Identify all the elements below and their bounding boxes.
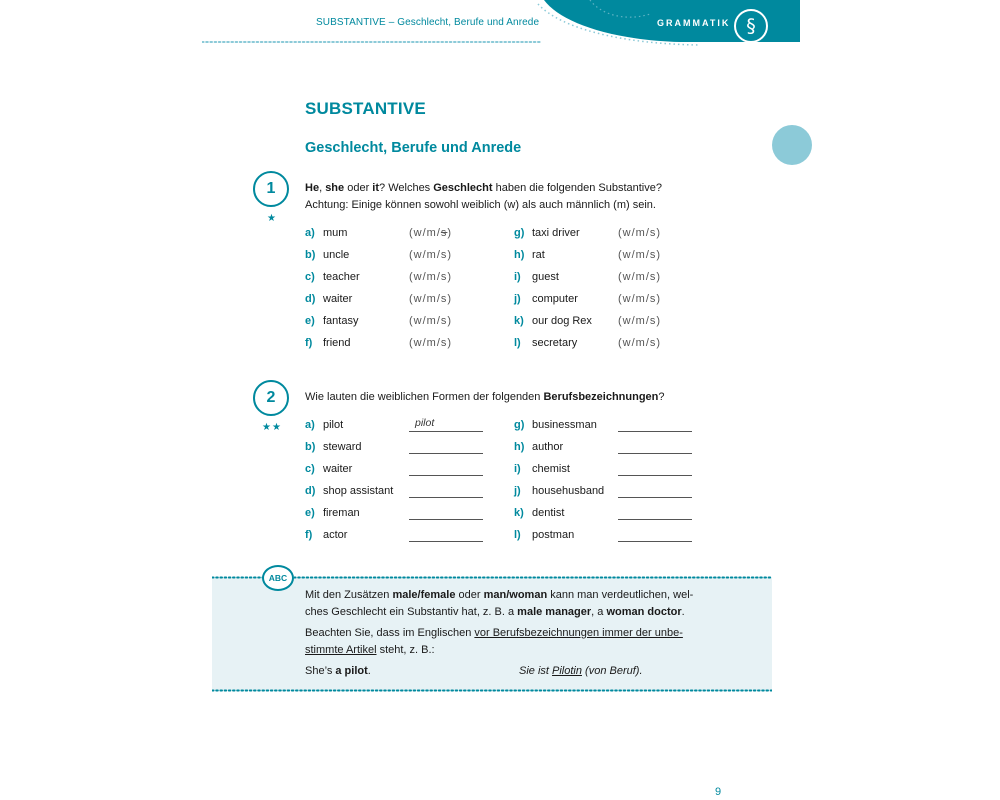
item-word: fireman [323, 507, 360, 519]
item-word: friend [323, 337, 351, 349]
item-letter: d) [305, 485, 316, 497]
exercise1-item [514, 336, 704, 350]
gender-options[interactable]: (w/m/s) [409, 249, 453, 261]
info-box-top-rule-left [212, 576, 264, 579]
exercise-1-instruction: He, she oder it? Welches Geschlecht haben die folgenden Substantive? Achtung: Einige können sowohl weiblich (w) als auch männlich (m) sein. [305, 182, 662, 211]
exercise-1-difficulty-stars: ★ [267, 213, 277, 224]
item-word: author [532, 441, 564, 453]
item-word: computer [532, 293, 578, 305]
exercise-2-difficulty-stars: ★★ [262, 422, 282, 433]
item-letter: k) [514, 315, 524, 327]
item-word: dentist [532, 507, 565, 519]
item-word: fantasy [323, 315, 359, 327]
exercise2-item [305, 462, 495, 476]
item-letter: e) [305, 315, 315, 327]
page-subtitle: Geschlecht, Berufe und Anrede [305, 140, 522, 156]
abc-icon: ABC [262, 565, 294, 591]
item-word: steward [323, 441, 362, 453]
item-letter: i) [514, 463, 521, 475]
exercise1-item [305, 314, 495, 328]
item-word: rat [532, 249, 545, 261]
header-title: SUBSTANTIVE – Geschlecht, Berufe und Anrede [316, 17, 540, 28]
answer-blank[interactable] [618, 541, 692, 542]
item-letter: i) [514, 271, 521, 283]
exercise2-item [305, 440, 495, 454]
item-word: waiter [323, 463, 353, 475]
item-letter: d) [305, 293, 316, 305]
item-letter: h) [514, 441, 525, 453]
paragraph-icon: § [734, 9, 768, 43]
exercise-2-instruction: Wie lauten die weiblichen Formen der folgenden Berufsbezeichnungen? [305, 391, 665, 403]
answer-blank[interactable] [409, 431, 483, 432]
header-dotted-rule [202, 40, 542, 44]
gender-options[interactable]: (w/m/s) [618, 227, 662, 239]
item-letter: f) [305, 529, 313, 541]
item-letter: k) [514, 507, 524, 519]
item-letter: h) [514, 249, 525, 261]
item-letter: g) [514, 227, 525, 239]
item-letter: a) [305, 419, 315, 431]
exercise2-item [514, 462, 704, 476]
item-word: teacher [323, 271, 360, 283]
exercise1-item [305, 292, 495, 306]
answer-blank[interactable] [618, 475, 692, 476]
item-letter: l) [514, 529, 521, 541]
info-example-english: She’s a pilot. [305, 665, 371, 677]
exercise2-item [305, 484, 495, 498]
section-label: GRAMMATIK [657, 18, 731, 28]
gender-options[interactable]: (w/m/s) [409, 315, 453, 327]
answer-blank[interactable] [409, 475, 483, 476]
exercise1-item [305, 270, 495, 284]
exercise1-item [514, 292, 704, 306]
item-word: actor [323, 529, 348, 541]
exercise2-item [514, 418, 704, 432]
answer-blank[interactable] [618, 431, 692, 432]
side-tab-marker [772, 125, 812, 165]
gender-options[interactable]: (w/m/s) [409, 293, 453, 305]
gender-options[interactable]: (w/m/s) [618, 315, 662, 327]
exercise2-item [514, 440, 704, 454]
exercise1-item [514, 314, 704, 328]
exercise2-item [514, 484, 704, 498]
item-letter: l) [514, 337, 521, 349]
item-letter: g) [514, 419, 525, 431]
item-word: mum [323, 227, 348, 239]
item-letter: b) [305, 441, 316, 453]
item-word: guest [532, 271, 559, 283]
exercise2-item [514, 528, 704, 542]
item-letter: b) [305, 249, 316, 261]
answer-blank[interactable] [409, 519, 483, 520]
info-example-german: Sie ist Pilotin (von Beruf). [519, 665, 643, 677]
item-word: businessman [532, 419, 597, 431]
exercise1-item [305, 226, 495, 240]
page-number: 9 [715, 786, 722, 798]
gender-options[interactable]: (w/m/s) [618, 249, 662, 261]
gender-options[interactable]: (w/m/s) [618, 293, 662, 305]
item-word: postman [532, 529, 575, 541]
exercise-2-number: 2 [253, 380, 289, 416]
item-word: secretary [532, 337, 578, 349]
info-paragraph-1: Mit den Zusätzen male/female oder man/woman kann man verdeutlichen, wel- ches Geschlecht ein Substantiv hat, z. B. a male manager, a woman doctor. [305, 589, 694, 618]
item-word: shop assistant [323, 485, 394, 497]
exercise2-item [514, 506, 704, 520]
gender-options[interactable]: (w/m/s) [409, 227, 453, 239]
gender-options[interactable]: (w/m/s) [618, 337, 662, 349]
exercise-1-number: 1 [253, 171, 289, 207]
info-box-bottom-rule [212, 689, 772, 692]
exercise1-item [305, 336, 495, 350]
gender-options[interactable]: (w/m/s) [409, 271, 453, 283]
item-word: househusband [532, 485, 605, 497]
answer-blank[interactable] [618, 453, 692, 454]
exercise1-item [514, 270, 704, 284]
item-word: chemist [532, 463, 570, 475]
item-word: uncle [323, 249, 350, 261]
answer-blank[interactable] [409, 453, 483, 454]
exercise2-item [305, 528, 495, 542]
gender-options[interactable]: (w/m/s) [409, 337, 453, 349]
item-word: pilot [323, 419, 344, 431]
exercise1-item [305, 248, 495, 262]
example-answer: pilot [415, 417, 435, 429]
item-letter: a) [305, 227, 315, 239]
item-letter: e) [305, 507, 315, 519]
answer-blank[interactable] [409, 497, 483, 498]
info-box-top-rule-right [294, 576, 772, 579]
info-paragraph-2: Beachten Sie, dass im Englischen vor Berufsbezeichnungen immer der unbe- stimmte Artikel steht, z. B.: [305, 627, 683, 656]
item-letter: c) [305, 463, 315, 475]
exercise2-item [305, 506, 495, 520]
exercise1-item [514, 248, 704, 262]
item-word: our dog Rex [532, 315, 592, 327]
answer-blank[interactable] [409, 541, 483, 542]
page-title: SUBSTANTIVE [305, 99, 426, 118]
item-letter: f) [305, 337, 313, 349]
item-letter: j) [514, 293, 521, 305]
item-letter: c) [305, 271, 315, 283]
answer-blank[interactable] [618, 519, 692, 520]
item-letter: j) [514, 485, 521, 497]
exercise2-item [305, 418, 495, 432]
item-word: waiter [323, 293, 353, 305]
item-word: taxi driver [532, 227, 580, 239]
gender-options[interactable]: (w/m/s) [618, 271, 662, 283]
exercise1-item [514, 226, 704, 240]
answer-blank[interactable] [618, 497, 692, 498]
